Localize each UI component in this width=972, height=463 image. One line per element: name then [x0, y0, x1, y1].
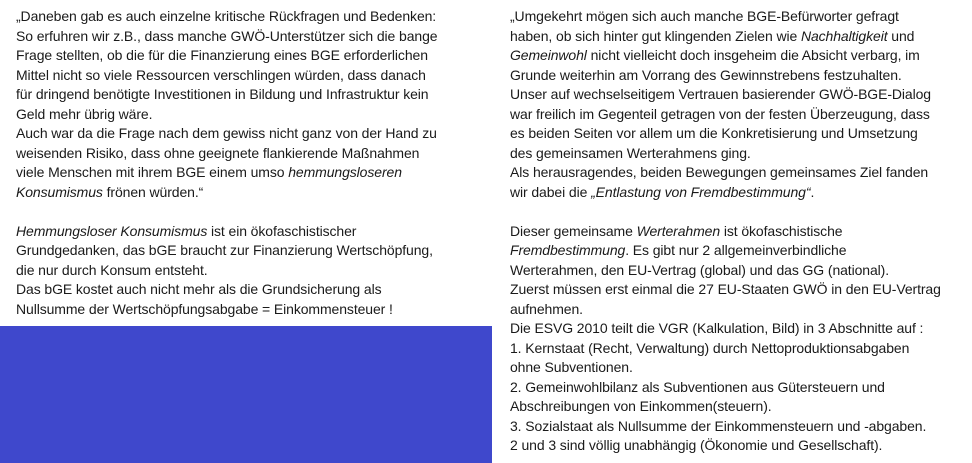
italic-text-run: Konsumismus — [16, 183, 103, 200]
text-line — [510, 280, 960, 300]
text-run: „Umgekehrt mögen sich auch manche BGE-Befürworter gefragt — [510, 8, 899, 24]
text-line — [16, 66, 476, 86]
text-run: . Es gibt nur 2 allgemeinverbindliche — [625, 242, 847, 258]
text-line — [16, 300, 476, 320]
text-line — [510, 66, 960, 86]
text-run: ist ein ökofaschistischer — [207, 222, 357, 239]
text-line — [510, 163, 960, 183]
text-line — [510, 261, 960, 281]
text-line — [510, 417, 960, 437]
text-run: Nullsumme der Wertschöpfungsabgabe = Einkommensteuer ! — [16, 300, 393, 317]
text-run: Grundgedanken, das bGE braucht zur Finanzierung Wertschöpfung, — [16, 242, 433, 258]
text-line — [510, 339, 960, 359]
text-line — [16, 7, 476, 27]
text-line — [510, 27, 960, 47]
text-run: . — [810, 183, 815, 200]
text-line — [510, 319, 960, 339]
text-line — [510, 300, 960, 320]
italic-text-run: Hemmungsloser Konsumismus — [16, 222, 208, 239]
text-run: und — [887, 27, 915, 44]
paragraph-gap — [510, 202, 960, 222]
text-line — [510, 7, 960, 27]
text-line — [510, 241, 960, 261]
italic-text-run: Werterahmen — [636, 222, 721, 239]
text-run: Geld mehr übrig wäre. — [16, 105, 153, 122]
text-run: 3. Sozialstaat als Nullsumme der Einkommensteuern und -abgaben. — [510, 417, 927, 434]
text-line — [510, 85, 960, 105]
text-line — [16, 261, 476, 281]
text-run: wir dabei die — [510, 183, 592, 200]
text-run: viele Menschen mit ihrem BGE einem umso — [16, 164, 289, 180]
left-text-column — [16, 7, 476, 319]
text-run: „Daneben gab es auch einzelne kritische Rückfragen und Bedenken: — [16, 8, 437, 24]
text-line — [510, 358, 960, 378]
text-run: es beiden Seiten vor allem um die Konkretisierung und Umsetzung — [510, 125, 918, 141]
text-line — [16, 27, 476, 47]
text-run: Das bGE kostet auch nicht mehr als die Grundsicherung als — [16, 281, 382, 297]
text-run: Frage stellten, ob die für die Finanzierung eines BGE erforderlichen — [16, 47, 428, 63]
text-line — [16, 46, 476, 66]
left-comment-paragraph — [16, 222, 476, 320]
text-run: Abschreibungen von Einkommen(steuern). — [510, 398, 772, 414]
italic-text-run: Gemeinwohl — [510, 47, 587, 63]
text-run: Unser auf wechselseitigem Vertrauen basierender GWÖ-BGE-Dialog — [510, 86, 931, 102]
text-run: Zuerst müssen erst einmal die 27 EU-Staaten GWÖ in den EU-Vertrag — [510, 281, 941, 297]
italic-text-run: „Entlastung von Fremdbestimmung“ — [591, 183, 811, 200]
text-run: Mittel nicht so viele Ressourcen verschlingen würden, dass danach — [16, 66, 426, 83]
text-run: Werterahmen, den EU-Vertrag (global) und das GG (national). — [510, 261, 890, 278]
text-line — [510, 397, 960, 417]
italic-text-run: hemmungsloseren — [288, 164, 402, 180]
text-line — [510, 436, 960, 456]
text-run: Als herausragendes, beiden Bewegungen gemeinsames Ziel fanden — [510, 164, 929, 180]
text-line — [510, 124, 960, 144]
text-line — [16, 241, 476, 261]
text-line — [510, 378, 960, 398]
text-line — [16, 183, 476, 203]
text-line — [510, 183, 960, 203]
text-line — [510, 222, 960, 242]
text-line — [16, 222, 476, 242]
right-text-column — [510, 7, 960, 456]
text-run: Grunde weiterhin am Vorrang des Gewinnstrebens festzuhalten. — [510, 66, 902, 83]
text-run: ohne Subventionen. — [510, 359, 633, 375]
right-comment-paragraph — [510, 222, 960, 456]
text-run: die nur durch Konsum entsteht. — [16, 261, 208, 278]
text-run: So erfuhren wir z.B., dass manche GWÖ-Unterstützer sich die bange — [16, 27, 438, 44]
text-run: für dringend benötigte Investitionen in Bildung und Infrastruktur kein — [16, 86, 429, 102]
text-run: frönen würden.“ — [102, 183, 204, 200]
text-run: Dieser gemeinsame — [510, 222, 637, 239]
text-line — [16, 144, 476, 164]
text-run: 2. Gemeinwohlbilanz als Subventionen aus Gütersteuern und — [510, 378, 885, 395]
italic-text-run: Fremdbestimmung — [510, 242, 626, 258]
text-line — [510, 105, 960, 125]
text-line — [16, 85, 476, 105]
italic-text-run: Nachhaltigkeit — [800, 27, 888, 44]
text-run: Auch war da die Frage nach dem gewiss nicht ganz von der Hand zu — [16, 125, 437, 141]
left-quote-paragraph — [16, 7, 476, 202]
text-run: 2 und 3 sind völlig unabhängig (Ökonomie und Gesellschaft). — [510, 437, 883, 453]
blue-rectangle — [0, 326, 492, 463]
text-line — [16, 124, 476, 144]
text-line — [16, 280, 476, 300]
text-line — [510, 144, 960, 164]
right-quote-paragraph — [510, 7, 960, 202]
text-run: des gemeinsamen Werterahmens ging. — [510, 144, 751, 161]
text-line — [510, 46, 960, 66]
paragraph-gap — [16, 202, 476, 222]
text-line — [16, 163, 476, 183]
text-run: nicht vielleicht doch insgeheim die Absicht verbarg, im — [586, 47, 920, 63]
text-line — [16, 105, 476, 125]
text-run: weisenden Risiko, dass ohne geeignete flankierende Maßnahmen — [16, 144, 420, 161]
text-run: ist ökofaschistische — [720, 222, 843, 239]
text-run: aufnehmen. — [510, 300, 583, 317]
text-run: haben, ob sich hinter gut klingenden Zielen wie — [510, 27, 801, 44]
text-run: 1. Kernstaat (Recht, Verwaltung) durch Nettoproduktionsabgaben — [510, 339, 910, 356]
text-run: Die ESVG 2010 teilt die VGR (Kalkulation, Bild) in 3 Abschnitte auf : — [510, 320, 924, 336]
text-run: war freilich im Gegenteil getragen von der festen Überzeugung, dass — [510, 105, 930, 122]
